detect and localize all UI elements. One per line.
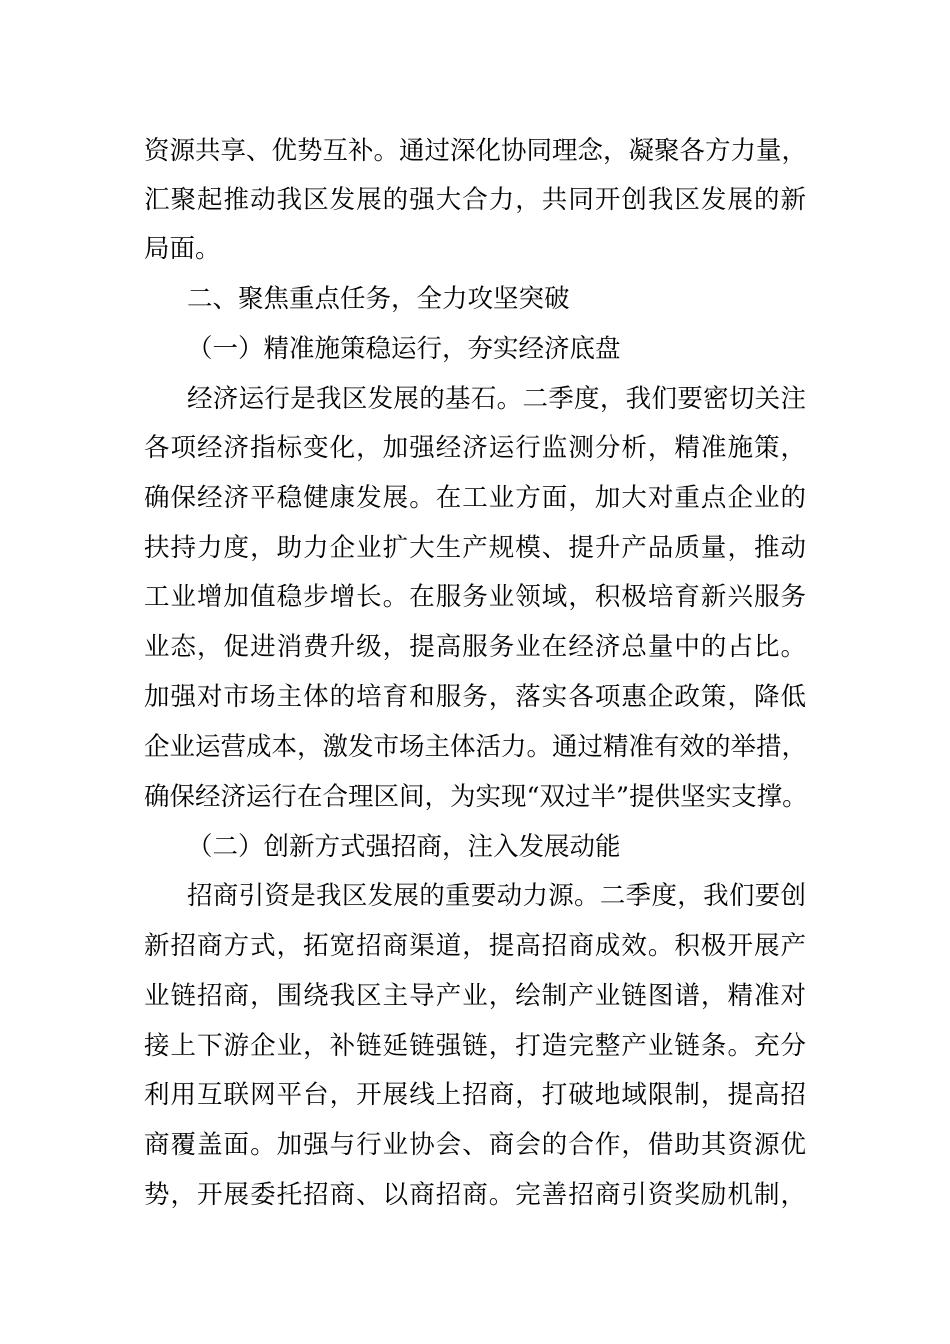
subsection-heading: （二）创新方式强招商，注入发展动能	[187, 832, 621, 862]
text-line: 业态，促进消费升级，提高服务业在经济总量中的占比。	[144, 632, 806, 662]
text-line: 势，开展委托招商、以商招商。完善招商引资奖励机制，	[144, 1180, 806, 1210]
text-line: 接上下游企业，补链延链强链，打造完整产业链条。充分	[144, 1031, 806, 1061]
text-line: 局面。	[144, 234, 221, 264]
section-heading: 二、聚焦重点任务，全力攻坚突破	[187, 284, 570, 314]
subsection-heading: （一）精准施策稳运行，夯实经济底盘	[187, 334, 621, 364]
text-line: 企业运营成本，激发市场主体活力。通过精准有效的举措，	[144, 732, 808, 762]
text-line: 经济运行是我区发展的基石。二季度，我们要密切关注	[187, 384, 806, 414]
text-line: 资源共享、优势互补。通过深化协同理念，凝聚各方力量，	[144, 136, 808, 166]
text-line: 工业增加值稳步增长。在服务业领域，积极培育新兴服务	[144, 582, 806, 612]
text-line: 汇聚起推动我区发展的强大合力，共同开创我区发展的新	[144, 185, 806, 215]
text-line: 确保经济平稳健康发展。在工业方面，加大对重点企业的	[144, 483, 806, 513]
text-line: 扶持力度，助力企业扩大生产规模、提升产品质量，推动	[144, 533, 806, 563]
text-line: 确保经济运行在合理区间，为实现“双过半”提供坚实支撑。	[144, 782, 808, 812]
text-line: 商覆盖面。加强与行业协会、商会的合作，借助其资源优	[144, 1130, 806, 1160]
text-line: 业链招商，围绕我区主导产业，绘制产业链图谱，精准对	[144, 981, 806, 1011]
text-line: 加强对市场主体的培育和服务，落实各项惠企政策，降低	[144, 682, 806, 712]
text-line: 新招商方式，拓宽招商渠道，提高招商成效。积极开展产	[144, 931, 806, 961]
text-line: 招商引资是我区发展的重要动力源。二季度，我们要创	[187, 881, 806, 911]
text-line: 利用互联网平台，开展线上招商，打破地域限制，提高招	[144, 1080, 806, 1110]
text-line: 各项经济指标变化，加强经济运行监测分析，精准施策，	[144, 433, 806, 463]
